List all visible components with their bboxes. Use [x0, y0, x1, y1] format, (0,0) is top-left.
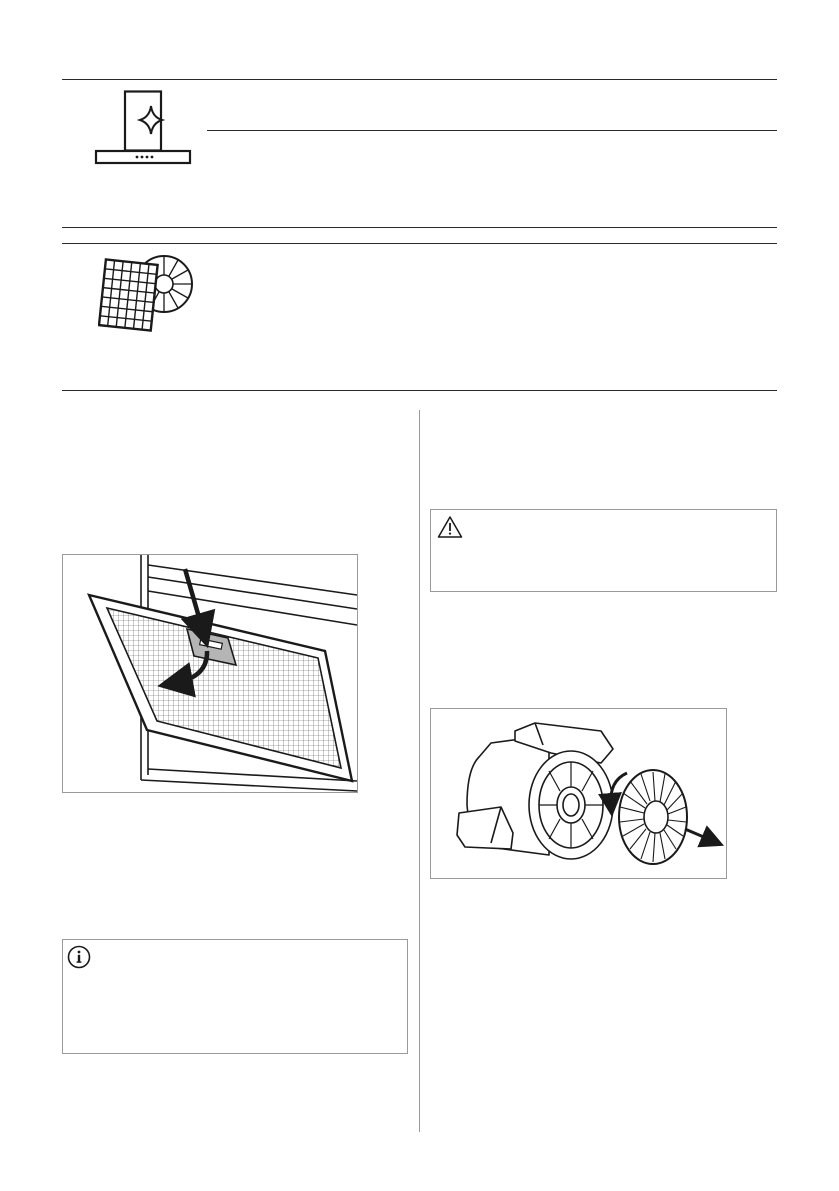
- cooker-hood-sparkle-icon: [94, 90, 192, 166]
- section2-top-rule: [62, 243, 777, 244]
- grease-filter-removal-illustration: [63, 555, 357, 792]
- column-divider: [419, 410, 420, 1132]
- carbon-filter-removal-illustration: [431, 709, 726, 878]
- section1-bottom-rule: [62, 227, 777, 228]
- warning-note-box: [430, 509, 777, 592]
- section2-bottom-rule: [62, 390, 777, 391]
- grease-filter-removal-figure: [62, 554, 358, 793]
- section1-sub-rule: [207, 130, 777, 131]
- top-rule: [62, 79, 777, 80]
- information-icon: [67, 945, 91, 969]
- carbon-filter-removal-figure: [430, 708, 727, 879]
- grease-and-carbon-filter-icon: [98, 252, 196, 342]
- info-note-box: [62, 939, 408, 1054]
- warning-triangle-icon: [437, 515, 463, 539]
